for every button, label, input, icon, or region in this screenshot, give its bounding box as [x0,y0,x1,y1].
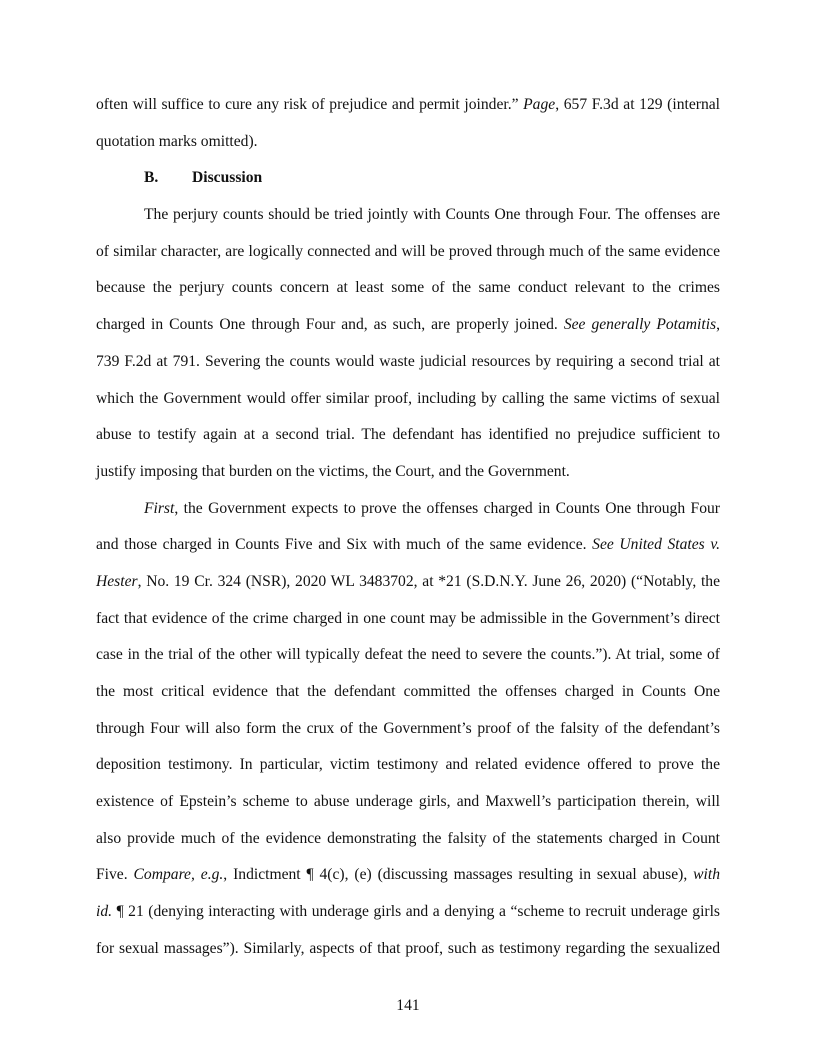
italic-citation: Page [523,96,556,113]
text-line [96,349,720,386]
text-run: also provide much of the evidence demonstrating the falsity of the statements charged in Count [96,829,720,847]
text-run: which the Government would offer similar proof, including by calling the same victims of sexual [96,389,720,407]
text-line [96,899,720,936]
text-run: justify imposing that burden on the victims, the Court, and the Government. [96,462,570,480]
text-run: , the Government expects to prove the offenses charged in Counts One through Four [174,499,720,517]
text-run: often will suffice to cure any risk of prejudice and permit joinder.” [96,96,524,113]
text-line [96,312,720,349]
text-run: 739 F.2d at 791. Severing the counts would waste judicial resources by requiring a second trial at [96,352,720,370]
text-run: fact that evidence of the crime charged in one count may be admissible in the Government’s direct [96,609,720,627]
section-heading [96,165,720,202]
text-line [96,642,720,679]
text-run: for sexual massages”). Similarly, aspects of that proof, such as testimony regarding the sexualized [96,939,720,957]
text-line [96,239,720,276]
text-run: , 657 F.3d at 129 (internal [555,96,720,113]
text-run: through Four will also form the crux of the Government’s proof of the falsity of the defendant’s [96,719,720,737]
italic-citation: id. [96,903,113,921]
text-run: of similar character, are logically connected and will be proved through much of the same evidence [96,242,720,260]
text-line [96,459,720,496]
text-run: Five. [96,866,134,884]
text-line [96,936,720,973]
italic-citation: See United States v. [592,536,720,554]
text-line [96,532,720,569]
italic-citation: See generally Potamitis [563,316,717,334]
page-number: 141 [396,997,420,1014]
text-run: The perjury counts should be tried jointly with Counts One through Four. The offenses are [144,206,720,224]
text-line [96,789,720,826]
text-line [96,679,720,716]
text-line [96,826,720,863]
text-line [96,569,720,606]
text-run: , [716,316,720,334]
text-line [96,752,720,789]
text-run: , No. 19 Cr. 324 (NSR), 2020 WL 3483702, at *21 (S.D.N.Y. June 26, 2020) (“Notably, the [137,572,720,590]
text-run: the most critical evidence that the defendant committed the offenses charged in Counts One [96,683,720,700]
text-run: ¶ 21 (denying interacting with underage girls and a denying a “scheme to recruit underage girls [112,903,720,921]
text-line [96,275,720,312]
italic-citation: Hester [96,572,138,590]
heading-number: B. [144,169,159,187]
italic-citation: with [693,866,720,884]
text-line [96,422,720,459]
italic-citation: Compare, e.g. [133,866,224,884]
text-line [96,92,720,129]
text-run: quotation marks omitted). [96,132,258,150]
text-line [96,716,720,753]
text-run: charged in Counts One through Four and, as such, are properly joined. [96,316,564,334]
text-line [96,496,720,533]
text-run: , Indictment ¶ 4(c), (e) (discussing massages resulting in sexual abuse), [223,866,694,884]
text-run: abuse to testify again at a second trial. The defendant has identified no prejudice sufficient to [96,426,720,444]
text-line [96,862,720,899]
text-run: deposition testimony. In particular, victim testimony and related evidence offered to prove the [96,756,720,774]
text-run: existence of Epstein’s scheme to abuse underage girls, and Maxwell’s participation therein, will [96,793,720,811]
text-run: because the perjury counts concern at least some of the same conduct relevant to the crimes [96,279,720,297]
italic-citation: First [144,499,175,517]
text-line [96,386,720,423]
text-line [96,129,720,166]
text-run: and those charged in Counts Five and Six with much of the same evidence. [96,536,593,554]
text-run: case in the trial of the other will typically defeat the need to severe the counts.”). At trial, some of [96,646,720,664]
heading-title: Discussion [192,169,263,187]
text-line [96,606,720,643]
text-line [96,202,720,239]
document-body [96,92,720,973]
